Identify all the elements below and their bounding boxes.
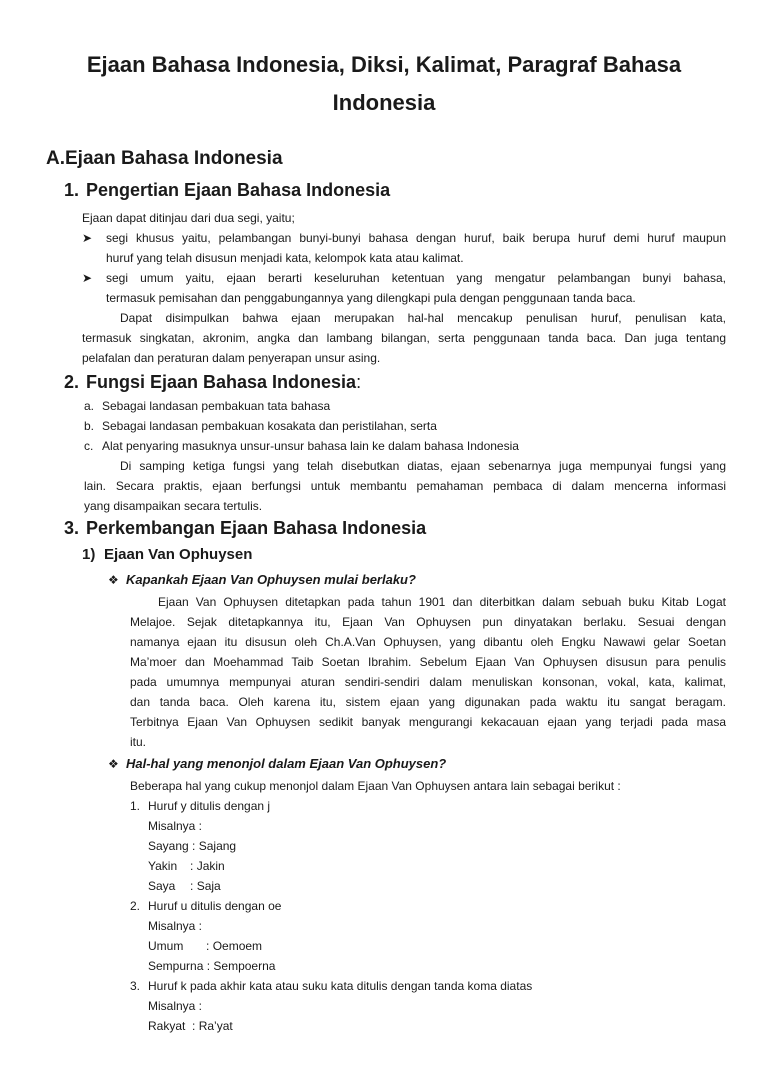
sub2-item-a-text: Sebagai landasan pembakuan tata bahasa xyxy=(102,399,331,413)
sub2-item-a-marker: a. xyxy=(84,399,95,413)
sub1-bullet-2-line-2: termasuk pemisahan dan penggabungannya yang dilengkapi pula dengan penggunaan tanda baca. xyxy=(106,291,636,305)
sub2-item-b-marker: b. xyxy=(84,419,95,433)
sub2-item-a xyxy=(84,396,330,416)
example-sep: : xyxy=(190,879,194,893)
section-a-marker: A. xyxy=(46,148,65,169)
rule-2-example-1 xyxy=(148,936,262,956)
section-a-title: Ejaan Bahasa Indonesia xyxy=(65,148,283,169)
rule-1-text: Huruf y ditulis dengan j xyxy=(148,799,271,813)
sub1-bullet-2-arrow-icon: ➤ xyxy=(82,271,93,285)
example-left: Rakyat xyxy=(148,1019,186,1033)
question-1-text: Kapankah Ejaan Van Ophuysen mulai berlaku? xyxy=(126,572,416,587)
sub2-paragraph-line-2: lain. Secara praktis, ejaan berfungsi untuk membantu pemahaman pembaca di dalam mencerna informasi xyxy=(84,479,726,493)
q1-line-8: itu. xyxy=(130,735,147,749)
example-right: Ra’yat xyxy=(198,1019,233,1033)
example-sep: : xyxy=(192,839,196,853)
example-left: Saya xyxy=(148,879,176,893)
example-sep: : xyxy=(206,939,210,953)
example-right: Sempoerna xyxy=(213,959,276,973)
subsection-1-title: Pengertian Ejaan Bahasa Indonesia xyxy=(86,180,391,200)
rule-2-marker: 2. xyxy=(130,899,141,913)
subsection-2-heading xyxy=(64,372,361,393)
sub1-bullet-1-line-2: huruf yang telah disusun menjadi kata, kelompok kata atau kalimat. xyxy=(106,251,464,265)
sub1-paragraph-line-1: Dapat disimpulkan bahwa ejaan merupakan hal-hal mencakup penulisan huruf, penulisan kata, xyxy=(120,311,726,325)
q1-line-5: pada umumnya mempunyai aturan sendiri-sendiri dalam menuliskan konsonan, vokal, kata, kalimat, xyxy=(130,675,726,689)
question-2-text: Hal-hal yang menonjol dalam Ejaan Van Ophuysen? xyxy=(126,756,447,771)
example-left: Sayang xyxy=(148,839,189,853)
rule-3 xyxy=(130,976,532,996)
rule-1-example-2 xyxy=(148,856,225,876)
document-title xyxy=(40,46,728,122)
sub1-bullet-2-line-1: segi umum yaitu, ejaan berarti keseluruhan ketentuan yang mengatur pelambangan bunyi bahasa, xyxy=(106,271,726,285)
question-2 xyxy=(108,756,446,771)
sub2-item-b xyxy=(84,416,437,436)
sub2-item-c xyxy=(84,436,519,456)
sub3-item-1-heading xyxy=(82,546,252,563)
sub1-bullet-1-arrow-icon: ➤ xyxy=(82,231,93,245)
sub3-item-1-title: Ejaan Van Ophuysen xyxy=(104,546,253,563)
q1-line-1: Ejaan Van Ophuysen ditetapkan pada tahun 1901 dan diterbitkan dalam sebuah buku Kitab Logat xyxy=(158,595,726,609)
rule-3-marker: 3. xyxy=(130,979,141,993)
title-line-2: Indonesia xyxy=(332,90,436,115)
subsection-2-marker: 2. xyxy=(64,372,80,392)
section-a-heading xyxy=(46,148,283,170)
subsection-1-heading xyxy=(64,180,390,201)
q1-line-4: Ma’moer dan Moehammad Taib Soetan Ibrahim. Sebelum Ejaan Van Ophuysen disusun para penulis xyxy=(130,655,726,669)
rule-1 xyxy=(130,796,270,816)
subsection-3-heading xyxy=(64,518,426,539)
q1-line-7: Terbitnya Ejaan Van Ophuysen sedikit banyak mengurangi kekacauan ejaan yang terjadi pada masa xyxy=(130,715,726,729)
question-1 xyxy=(108,572,416,587)
q1-line-2: Melajoe. Sejak ditetapkannya itu, Ejaan Van Ophuysen pun dinyatakan berlaku. Sesuai dengan xyxy=(130,615,726,629)
sub2-item-b-text: Sebagai landasan pembakuan kosakata dan peristilahan, serta xyxy=(102,419,437,433)
sub1-intro: Ejaan dapat ditinjau dari dua segi, yaitu; xyxy=(82,211,295,225)
rule-3-example-label: Misalnya : xyxy=(148,999,203,1013)
rule-2-example-2 xyxy=(148,956,275,976)
example-left: Sempurna xyxy=(148,959,204,973)
rule-1-example-label: Misalnya : xyxy=(148,819,203,833)
sub1-paragraph-line-3: pelafalan dan peraturan dalam penyerapan unsur asing. xyxy=(82,351,381,365)
rule-2-text: Huruf u ditulis dengan oe xyxy=(148,899,282,913)
subsection-3-marker: 3. xyxy=(64,518,80,538)
diamond-bullet-icon: ❖ xyxy=(108,573,119,587)
example-left: Umum xyxy=(148,939,184,953)
rule-1-marker: 1. xyxy=(130,799,141,813)
example-sep: : xyxy=(206,959,211,973)
diamond-bullet-icon: ❖ xyxy=(108,757,119,771)
title-line-1: Ejaan Bahasa Indonesia, Diksi, Kalimat, Paragraf Bahasa xyxy=(86,52,682,77)
example-left: Yakin xyxy=(148,859,178,873)
example-sep: : xyxy=(192,1019,196,1033)
rule-1-example-1 xyxy=(148,836,236,856)
subsection-2-colon: : xyxy=(356,372,362,392)
example-right: Saja xyxy=(196,879,221,893)
sub2-item-c-text: Alat penyaring masuknya unsur-unsur bahasa lain ke dalam bahasa Indonesia xyxy=(102,439,519,453)
example-right: Sajang xyxy=(198,839,237,853)
sub2-paragraph-line-3: yang disampaikan secara tertulis. xyxy=(84,499,263,513)
example-right: Oemoem xyxy=(212,939,263,953)
sub1-paragraph-line-2: termasuk singkatan, akronim, angka dan lambang bilangan, serta penggunaan tanda baca. Dan juga tentang xyxy=(82,331,726,345)
q2-intro: Beberapa hal yang cukup menonjol dalam Ejaan Van Ophuysen antara lain sebagai berikut : xyxy=(130,779,621,793)
q1-line-6: dan tanda baca. Oleh karena itu, sistem ejaan yang digunakan pada waktu itu sangat beragam. xyxy=(130,695,726,709)
rule-3-example-1 xyxy=(148,1016,233,1036)
sub2-item-c-marker: c. xyxy=(84,439,94,453)
sub2-paragraph-line-1: Di samping ketiga fungsi yang telah disebutkan diatas, ejaan sebenarnya juga mempunyai fungsi yang xyxy=(120,459,726,473)
q1-line-3: namanya ejaan itu disusun oleh Ch.A.Van Ophuysen, yang dibantu oleh Engku Nawawi gelar Soetan xyxy=(130,635,726,649)
rule-2-example-label: Misalnya : xyxy=(148,919,203,933)
subsection-3-title: Perkembangan Ejaan Bahasa Indonesia xyxy=(86,518,427,538)
example-right: Jakin xyxy=(196,859,225,873)
example-sep: : xyxy=(190,859,194,873)
sub1-bullet-1-line-1: segi khusus yaitu, pelambangan bunyi-bunyi bahasa dengan huruf, baik berupa huruf demi huruf maupun xyxy=(106,231,726,245)
rule-3-text: Huruf k pada akhir kata atau suku kata ditulis dengan tanda koma diatas xyxy=(148,979,533,993)
subsection-2-title: Fungsi Ejaan Bahasa Indonesia xyxy=(86,372,357,392)
rule-2 xyxy=(130,896,281,916)
rule-1-example-3 xyxy=(148,876,221,896)
sub3-item-1-marker: 1) xyxy=(82,546,96,563)
subsection-1-marker: 1. xyxy=(64,180,80,200)
